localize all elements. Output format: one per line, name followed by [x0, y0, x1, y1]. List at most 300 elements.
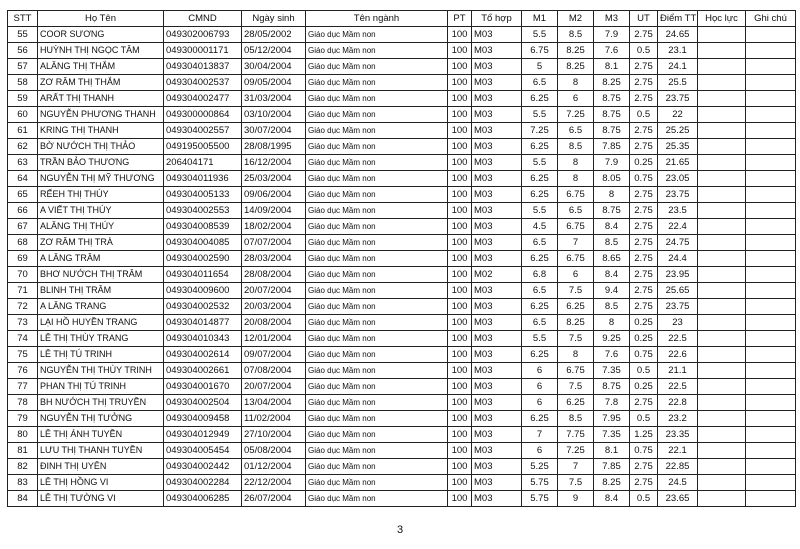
col-cmnd-cell: 049304002590 [164, 251, 242, 267]
col-note-cell [746, 379, 796, 395]
col-note-cell [746, 299, 796, 315]
col-academic-cell [698, 331, 746, 347]
col-dob-cell: 20/03/2004 [242, 299, 306, 315]
col-major-cell: Giáo dục Mầm non [306, 315, 448, 331]
col-m2-cell: 7.25 [558, 107, 594, 123]
col-cmnd-cell: 049304011936 [164, 171, 242, 187]
col-m2-cell: 7 [558, 235, 594, 251]
col-academic-cell [698, 75, 746, 91]
col-pt-cell: 100 [448, 251, 472, 267]
col-note-cell [746, 107, 796, 123]
col-m2-cell: 8.25 [558, 315, 594, 331]
column-header-stt: STT [8, 11, 38, 27]
col-note-cell [746, 459, 796, 475]
col-name-cell: NGUYỄN THỊ TƯỞNG [38, 411, 164, 427]
col-academic-cell [698, 187, 746, 203]
col-ut-cell: 2.75 [630, 59, 658, 75]
column-header-m1: M1 [522, 11, 558, 27]
col-m3-cell: 8.5 [594, 299, 630, 315]
col-m3-cell: 8.5 [594, 235, 630, 251]
col-m1-cell: 6.25 [522, 139, 558, 155]
col-m1-cell: 6.5 [522, 283, 558, 299]
col-m2-cell: 6.75 [558, 219, 594, 235]
col-note-cell [746, 59, 796, 75]
col-note-cell [746, 491, 796, 507]
col-cmnd-cell: 049304001670 [164, 379, 242, 395]
col-m1-cell: 6 [522, 443, 558, 459]
table-row [8, 219, 796, 235]
col-pt-cell: 100 [448, 347, 472, 363]
col-major-cell: Giáo dục Mầm non [306, 155, 448, 171]
col-name-cell: NGUYỄN PHƯƠNG THANH [38, 107, 164, 123]
col-total-cell: 24.1 [658, 59, 698, 75]
column-header-major: Tên ngành [306, 11, 448, 27]
col-note-cell [746, 155, 796, 171]
col-m2-cell: 9 [558, 491, 594, 507]
col-major-cell: Giáo dục Mầm non [306, 187, 448, 203]
col-note-cell [746, 283, 796, 299]
col-m2-cell: 6.75 [558, 363, 594, 379]
table-row [8, 459, 796, 475]
col-m3-cell: 8.25 [594, 75, 630, 91]
col-stt-cell: 67 [8, 219, 38, 235]
col-academic-cell [698, 347, 746, 363]
col-cmnd-cell: 049304013837 [164, 59, 242, 75]
table-row [8, 427, 796, 443]
col-m2-cell: 7.25 [558, 443, 594, 459]
col-stt-cell: 62 [8, 139, 38, 155]
col-combo-cell: M03 [472, 203, 522, 219]
col-m3-cell: 8.75 [594, 107, 630, 123]
col-name-cell: ZƠ RÂM THỊ THẮM [38, 75, 164, 91]
col-ut-cell: 2.75 [630, 203, 658, 219]
col-academic-cell [698, 491, 746, 507]
col-m2-cell: 8.25 [558, 43, 594, 59]
col-stt-cell: 82 [8, 459, 38, 475]
col-m3-cell: 7.85 [594, 459, 630, 475]
col-academic-cell [698, 203, 746, 219]
col-note-cell [746, 315, 796, 331]
col-m1-cell: 6.75 [522, 43, 558, 59]
col-cmnd-cell: 049304005133 [164, 187, 242, 203]
col-major-cell: Giáo dục Mầm non [306, 283, 448, 299]
col-combo-cell: M03 [472, 411, 522, 427]
col-ut-cell: 2.75 [630, 27, 658, 43]
col-academic-cell [698, 235, 746, 251]
col-pt-cell: 100 [448, 283, 472, 299]
col-cmnd-cell: 049304004085 [164, 235, 242, 251]
col-dob-cell: 01/12/2004 [242, 459, 306, 475]
col-pt-cell: 100 [448, 91, 472, 107]
col-ut-cell: 0.5 [630, 363, 658, 379]
col-total-cell: 22.1 [658, 443, 698, 459]
col-stt-cell: 58 [8, 75, 38, 91]
col-m2-cell: 8 [558, 171, 594, 187]
col-total-cell: 25.35 [658, 139, 698, 155]
col-cmnd-cell: 049304002537 [164, 75, 242, 91]
table-row [8, 251, 796, 267]
col-m1-cell: 6 [522, 379, 558, 395]
col-stt-cell: 56 [8, 43, 38, 59]
col-m3-cell: 8.75 [594, 91, 630, 107]
col-name-cell: RẾEH THỊ THÚY [38, 187, 164, 203]
col-academic-cell [698, 251, 746, 267]
col-dob-cell: 16/12/2004 [242, 155, 306, 171]
col-m2-cell: 6.5 [558, 123, 594, 139]
col-m2-cell: 7 [558, 459, 594, 475]
col-major-cell: Giáo dục Mầm non [306, 475, 448, 491]
col-m3-cell: 7.6 [594, 347, 630, 363]
col-name-cell: HUỲNH THỊ NGỌC TÂM [38, 43, 164, 59]
col-stt-cell: 64 [8, 171, 38, 187]
col-stt-cell: 74 [8, 331, 38, 347]
col-pt-cell: 100 [448, 299, 472, 315]
col-m3-cell: 8.4 [594, 267, 630, 283]
col-m1-cell: 6.25 [522, 299, 558, 315]
col-combo-cell: M03 [472, 459, 522, 475]
column-header-combo: Tổ hợp [472, 11, 522, 27]
col-major-cell: Giáo dục Mầm non [306, 331, 448, 347]
col-pt-cell: 100 [448, 363, 472, 379]
col-stt-cell: 63 [8, 155, 38, 171]
col-total-cell: 22.5 [658, 379, 698, 395]
col-ut-cell: 2.75 [630, 219, 658, 235]
col-ut-cell: 2.75 [630, 235, 658, 251]
table-row [8, 123, 796, 139]
column-header-note: Ghi chú [746, 11, 796, 27]
column-header-m3: M3 [594, 11, 630, 27]
col-m3-cell: 8.4 [594, 491, 630, 507]
col-combo-cell: M03 [472, 171, 522, 187]
col-m3-cell: 8.75 [594, 123, 630, 139]
col-combo-cell: M03 [472, 219, 522, 235]
col-combo-cell: M03 [472, 395, 522, 411]
col-m2-cell: 8.5 [558, 27, 594, 43]
col-academic-cell [698, 123, 746, 139]
col-major-cell: Giáo dục Mầm non [306, 235, 448, 251]
col-stt-cell: 84 [8, 491, 38, 507]
col-major-cell: Giáo dục Mầm non [306, 171, 448, 187]
col-academic-cell [698, 363, 746, 379]
col-total-cell: 24.5 [658, 475, 698, 491]
col-name-cell: ĐINH THỊ UYÊN [38, 459, 164, 475]
col-ut-cell: 0.75 [630, 443, 658, 459]
col-dob-cell: 30/04/2004 [242, 59, 306, 75]
table-row [8, 331, 796, 347]
col-pt-cell: 100 [448, 139, 472, 155]
col-note-cell [746, 187, 796, 203]
col-note-cell [746, 331, 796, 347]
col-m1-cell: 5.25 [522, 459, 558, 475]
col-dob-cell: 07/07/2004 [242, 235, 306, 251]
col-m3-cell: 8.1 [594, 59, 630, 75]
col-pt-cell: 100 [448, 427, 472, 443]
col-m3-cell: 8.05 [594, 171, 630, 187]
header-row [8, 11, 796, 27]
page-number: 3 [396, 524, 404, 536]
col-dob-cell: 30/07/2004 [242, 123, 306, 139]
col-dob-cell: 03/10/2004 [242, 107, 306, 123]
col-combo-cell: M03 [472, 91, 522, 107]
col-pt-cell: 100 [448, 395, 472, 411]
col-dob-cell: 22/12/2004 [242, 475, 306, 491]
column-header-cmnd: CMND [164, 11, 242, 27]
col-cmnd-cell: 049300000864 [164, 107, 242, 123]
col-major-cell: Giáo dục Mầm non [306, 203, 448, 219]
col-m2-cell: 7.5 [558, 379, 594, 395]
col-note-cell [746, 171, 796, 187]
col-m1-cell: 5.5 [522, 107, 558, 123]
col-combo-cell: M03 [472, 379, 522, 395]
col-major-cell: Giáo dục Mầm non [306, 91, 448, 107]
col-m1-cell: 6.25 [522, 347, 558, 363]
col-total-cell: 24.4 [658, 251, 698, 267]
column-header-total: Điểm TT [658, 11, 698, 27]
col-major-cell: Giáo dục Mầm non [306, 59, 448, 75]
col-dob-cell: 27/10/2004 [242, 427, 306, 443]
col-note-cell [746, 219, 796, 235]
col-m1-cell: 7 [522, 427, 558, 443]
col-m1-cell: 6.5 [522, 235, 558, 251]
col-pt-cell: 100 [448, 475, 472, 491]
col-m2-cell: 7.5 [558, 283, 594, 299]
col-m2-cell: 8 [558, 347, 594, 363]
col-m1-cell: 5.75 [522, 475, 558, 491]
table-row [8, 187, 796, 203]
col-ut-cell: 0.5 [630, 491, 658, 507]
col-m1-cell: 5.5 [522, 331, 558, 347]
col-m3-cell: 8 [594, 187, 630, 203]
col-combo-cell: M03 [472, 475, 522, 491]
column-header-academic: Học lực [698, 11, 746, 27]
col-name-cell: ARẤT THỊ THANH [38, 91, 164, 107]
table-row [8, 235, 796, 251]
col-m3-cell: 7.9 [594, 27, 630, 43]
col-note-cell [746, 251, 796, 267]
col-combo-cell: M03 [472, 155, 522, 171]
col-academic-cell [698, 59, 746, 75]
col-total-cell: 25.25 [658, 123, 698, 139]
col-ut-cell: 0.25 [630, 379, 658, 395]
col-cmnd-cell: 049300001171 [164, 43, 242, 59]
table-row [8, 139, 796, 155]
col-total-cell: 23.75 [658, 187, 698, 203]
col-name-cell: NGUYỄN THỊ MỸ THƯƠNG [38, 171, 164, 187]
col-m2-cell: 8.5 [558, 139, 594, 155]
col-combo-cell: M03 [472, 283, 522, 299]
col-note-cell [746, 27, 796, 43]
col-m2-cell: 6.5 [558, 203, 594, 219]
col-stt-cell: 72 [8, 299, 38, 315]
col-cmnd-cell: 049302006793 [164, 27, 242, 43]
col-dob-cell: 20/07/2004 [242, 283, 306, 299]
col-m2-cell: 6.25 [558, 395, 594, 411]
col-total-cell: 22.85 [658, 459, 698, 475]
col-cmnd-cell: 049304005454 [164, 443, 242, 459]
col-name-cell: TRẦN BẢO THƯƠNG [38, 155, 164, 171]
col-ut-cell: 0.25 [630, 331, 658, 347]
col-m3-cell: 7.95 [594, 411, 630, 427]
col-dob-cell: 28/05/2002 [242, 27, 306, 43]
col-name-cell: BHƠ NƯỚCH THỊ TRÂM [38, 267, 164, 283]
col-academic-cell [698, 443, 746, 459]
col-dob-cell: 09/07/2004 [242, 347, 306, 363]
col-major-cell: Giáo dục Mầm non [306, 443, 448, 459]
col-academic-cell [698, 379, 746, 395]
col-note-cell [746, 75, 796, 91]
col-pt-cell: 100 [448, 155, 472, 171]
col-academic-cell [698, 155, 746, 171]
column-header-m2: M2 [558, 11, 594, 27]
col-cmnd-cell: 049304009600 [164, 283, 242, 299]
col-cmnd-cell: 049304002504 [164, 395, 242, 411]
col-cmnd-cell: 049304002661 [164, 363, 242, 379]
table-body [8, 27, 796, 507]
col-cmnd-cell: 049304002557 [164, 123, 242, 139]
col-total-cell: 23.35 [658, 427, 698, 443]
col-stt-cell: 71 [8, 283, 38, 299]
col-note-cell [746, 443, 796, 459]
col-note-cell [746, 347, 796, 363]
col-m2-cell: 7.5 [558, 475, 594, 491]
table-row [8, 75, 796, 91]
col-stt-cell: 83 [8, 475, 38, 491]
col-total-cell: 22.4 [658, 219, 698, 235]
col-total-cell: 23.1 [658, 43, 698, 59]
col-m2-cell: 7.75 [558, 427, 594, 443]
col-name-cell: KRING THỊ THANH [38, 123, 164, 139]
col-m1-cell: 6 [522, 395, 558, 411]
col-stt-cell: 61 [8, 123, 38, 139]
table-row [8, 59, 796, 75]
col-name-cell: BH NƯỚCH THỊ TRUYỀN [38, 395, 164, 411]
table-row [8, 443, 796, 459]
col-pt-cell: 100 [448, 75, 472, 91]
table-row [8, 395, 796, 411]
col-name-cell: LÊ THỊ ÁNH TUYỀN [38, 427, 164, 443]
col-pt-cell: 100 [448, 411, 472, 427]
column-header-pt: PT [448, 11, 472, 27]
col-total-cell: 23.65 [658, 491, 698, 507]
col-m2-cell: 6 [558, 267, 594, 283]
col-m1-cell: 5 [522, 59, 558, 75]
col-major-cell: Giáo dục Mầm non [306, 411, 448, 427]
col-cmnd-cell: 049304002477 [164, 91, 242, 107]
col-name-cell: LÊ THỊ TÚ TRINH [38, 347, 164, 363]
col-note-cell [746, 475, 796, 491]
table-row [8, 379, 796, 395]
col-ut-cell: 0.5 [630, 411, 658, 427]
col-combo-cell: M03 [472, 299, 522, 315]
col-combo-cell: M03 [472, 123, 522, 139]
col-cmnd-cell: 049304008539 [164, 219, 242, 235]
col-m3-cell: 8.65 [594, 251, 630, 267]
col-dob-cell: 13/04/2004 [242, 395, 306, 411]
col-m2-cell: 6.75 [558, 187, 594, 203]
col-total-cell: 23.5 [658, 203, 698, 219]
col-combo-cell: M03 [472, 187, 522, 203]
col-note-cell [746, 203, 796, 219]
col-note-cell [746, 411, 796, 427]
col-ut-cell: 0.5 [630, 43, 658, 59]
col-dob-cell: 26/07/2004 [242, 491, 306, 507]
col-total-cell: 21.1 [658, 363, 698, 379]
col-dob-cell: 09/06/2004 [242, 187, 306, 203]
col-pt-cell: 100 [448, 187, 472, 203]
col-m3-cell: 9.4 [594, 283, 630, 299]
col-dob-cell: 05/12/2004 [242, 43, 306, 59]
col-stt-cell: 81 [8, 443, 38, 459]
table-row [8, 43, 796, 59]
col-total-cell: 25.5 [658, 75, 698, 91]
col-m1-cell: 6 [522, 363, 558, 379]
col-major-cell: Giáo dục Mầm non [306, 139, 448, 155]
col-name-cell: LẠI HỒ HUYỀN TRANG [38, 315, 164, 331]
col-ut-cell: 2.75 [630, 395, 658, 411]
col-dob-cell: 28/08/1995 [242, 139, 306, 155]
col-note-cell [746, 427, 796, 443]
col-m2-cell: 7.5 [558, 331, 594, 347]
col-m3-cell: 9.25 [594, 331, 630, 347]
col-m3-cell: 7.9 [594, 155, 630, 171]
col-combo-cell: M03 [472, 75, 522, 91]
col-m3-cell: 7.35 [594, 427, 630, 443]
col-m3-cell: 7.6 [594, 43, 630, 59]
col-m3-cell: 8.25 [594, 475, 630, 491]
col-pt-cell: 100 [448, 203, 472, 219]
col-pt-cell: 100 [448, 235, 472, 251]
col-m3-cell: 8.4 [594, 219, 630, 235]
col-dob-cell: 05/08/2004 [242, 443, 306, 459]
col-m2-cell: 8.25 [558, 59, 594, 75]
col-academic-cell [698, 219, 746, 235]
col-m3-cell: 8.1 [594, 443, 630, 459]
col-major-cell: Giáo dục Mầm non [306, 491, 448, 507]
col-total-cell: 23.75 [658, 91, 698, 107]
col-stt-cell: 60 [8, 107, 38, 123]
table-row [8, 283, 796, 299]
col-name-cell: ALĂNG THỊ THÚY [38, 219, 164, 235]
col-cmnd-cell: 049304002442 [164, 459, 242, 475]
col-m1-cell: 5.5 [522, 203, 558, 219]
col-note-cell [746, 43, 796, 59]
col-academic-cell [698, 299, 746, 315]
col-note-cell [746, 363, 796, 379]
col-ut-cell: 2.75 [630, 139, 658, 155]
col-academic-cell [698, 171, 746, 187]
col-academic-cell [698, 475, 746, 491]
col-dob-cell: 14/09/2004 [242, 203, 306, 219]
col-name-cell: BLINH THỊ TRÂM [38, 283, 164, 299]
col-note-cell [746, 123, 796, 139]
col-ut-cell: 2.75 [630, 123, 658, 139]
col-m3-cell: 7.8 [594, 395, 630, 411]
col-major-cell: Giáo dục Mầm non [306, 251, 448, 267]
col-dob-cell: 28/08/2004 [242, 267, 306, 283]
col-stt-cell: 77 [8, 379, 38, 395]
col-major-cell: Giáo dục Mầm non [306, 299, 448, 315]
col-total-cell: 22.5 [658, 331, 698, 347]
col-dob-cell: 31/03/2004 [242, 91, 306, 107]
table-row [8, 203, 796, 219]
col-combo-cell: M02 [472, 267, 522, 283]
col-academic-cell [698, 411, 746, 427]
col-m1-cell: 6.8 [522, 267, 558, 283]
col-combo-cell: M03 [472, 427, 522, 443]
col-stt-cell: 68 [8, 235, 38, 251]
col-pt-cell: 100 [448, 315, 472, 331]
col-cmnd-cell: 049304006285 [164, 491, 242, 507]
